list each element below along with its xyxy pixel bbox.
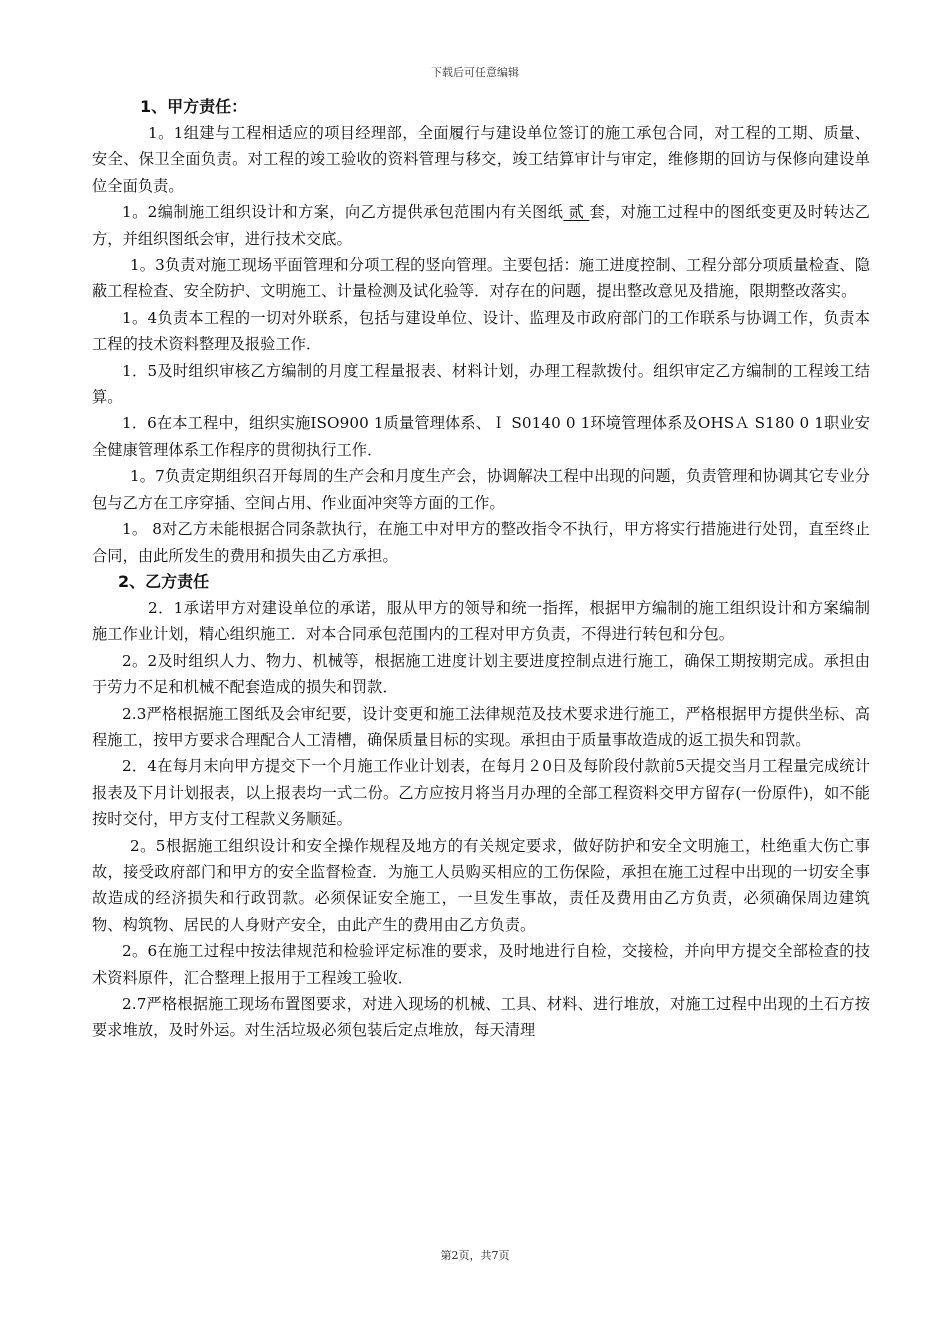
- page-header: 下载后可任意编辑: [431, 66, 519, 79]
- paragraph-2-2: 2。2及时组织人力、物力、机械等，根据施工进度计划主要进度控制点进行施工，确保工期按期完成。承担由于劳力不足和机械不配套造成的损失和罚款．: [92, 651, 870, 697]
- paragraph-1-8: 1。 8对乙方未能根据合同条款执行，在施工中对甲方的整改指令不执行，甲方将实行措施进行处罚，直至终止合同，由此所发生的费用和损失由乙方承担。: [92, 520, 870, 565]
- document-body: [92, 94, 870, 1044]
- page-footer: 第2页，共7页: [440, 1249, 510, 1262]
- underlined-copies-field: 贰: [563, 203, 590, 222]
- paragraph-1-3: 1。3负责对施工现场平面管理和分项工程的竖向管理。主要包括：施工进度控制、工程分部分项质量检查、隐蔽工程检查、安全防护、文明施工、计量检测及试化验等．对存在的问题，提出整改意见及措施，限期整改落实。: [92, 256, 870, 301]
- paragraph-1-2-part-a: 1。2编制施工组织设计和方案，向乙方提供承包范围内有关图纸: [122, 203, 564, 222]
- paragraph-1-5: 1．5及时组织审核乙方编制的月度工程量报表、材料计划，办理工程款拨付。组织审定乙方编制的工程竣工结算。: [92, 361, 870, 407]
- paragraph-1-1: 1。1组建与工程相适应的项目经理部，全面履行与建设单位签订的施工承包合同，对工程的工期、质量、安全、保卫全面负责。对工程的竣工验收的资料管理与移交，竣工结算审计与审定，维修期的回访与保修向建设单位全面负责。: [92, 124, 870, 195]
- paragraph-1-7: 1。7负责定期组织召开每周的生产会和月度生产会，协调解决工程中出现的问题，负责管理和协调其它专业分包与乙方在工序穿插、空间占用、作业面冲突等方面的工作。: [92, 467, 870, 512]
- paragraph-2-6: 2。6在施工过程中按法律规范和检验评定标准的要求，及时地进行自检，交接检，并向甲方提交全部检查的技术资料原件，汇合整理上报用于工程竣工验收．: [92, 942, 870, 987]
- paragraph-2-4: 2．4在每月末向甲方提交下一个月施工作业计划表，在每月２0日及每阶段付款前5天提交当月工程量完成统计报表及下月计划报表，以上报表均一式二份。乙方应按月将当月办理的全部工程资料交甲方留存(一份原件)，如不能按时交付，甲方支付工程款义务顺延。: [92, 757, 870, 829]
- paragraph-1-2: [92, 199, 870, 252]
- section-title-party-a: 1、甲方责任：: [140, 97, 248, 116]
- paragraph-2-7: 2.7严格根据施工现场布置图要求，对进入现场的机械、工具、材料、进行堆放，对施工过程中出现的土石方按要求堆放，及时外运。对生活垃圾必须包装后定点堆放，每天清理: [92, 995, 870, 1040]
- paragraph-2-1: 2．1承诺甲方对建设单位的承诺，服从甲方的领导和统一指挥，根据甲方编制的施工组织设计和方案编制施工作业计划，精心组织施工．对本合同承包范围内的工程对甲方负责，不得进行转包和分包。: [92, 598, 870, 644]
- paragraph-1-2-part-b: 套，对施工过程中的图纸变更及时转达乙方，并组织图纸会审，进行技术交底。: [92, 203, 870, 248]
- section-title-party-b: 2、乙方责任: [118, 571, 210, 591]
- paragraph-2-3: 2.3严格根据施工图纸及会审纪要，设计变更和施工法律规范及技术要求进行施工，严格根据甲方提供坐标、高程施工，按甲方要求合理配合人工清槽，确保质量目标的实现。承担由于质量事故造成的返工损失和罚款。: [92, 704, 870, 749]
- paragraph-1-4: 1。4负责本工程的一切对外联系，包括与建设单位、设计、监理及市政府部门的工作联系与协调工作，负责本工程的技术资料整理及报验工作．: [92, 308, 870, 354]
- paragraph-2-5: 2。5根据施工组织设计和安全操作规程及地方的有关规定要求，做好防护和安全文明施工，杜绝重大伤亡事故，接受政府部门和甲方的安全监督检查．为施工人员购买相应的工伤保险，承担在施工过程中出现的一切安全事故造成的经济损失和行政罚款。必须保证安全施工，一旦发生事故，责任及费用由乙方负责，必须确保周边建筑物、构筑物、居民的人身财产安全，由此产生的费用由乙方负责。: [92, 836, 870, 934]
- paragraph-1-6: 1．6在本工程中，组织实施ISO900 1质量管理体系、Ｉ S0140 0 1环境管理体系及OHSＡ S180 0 1职业安全健康管理体系工作程序的贯彻执行工作．: [92, 414, 870, 459]
